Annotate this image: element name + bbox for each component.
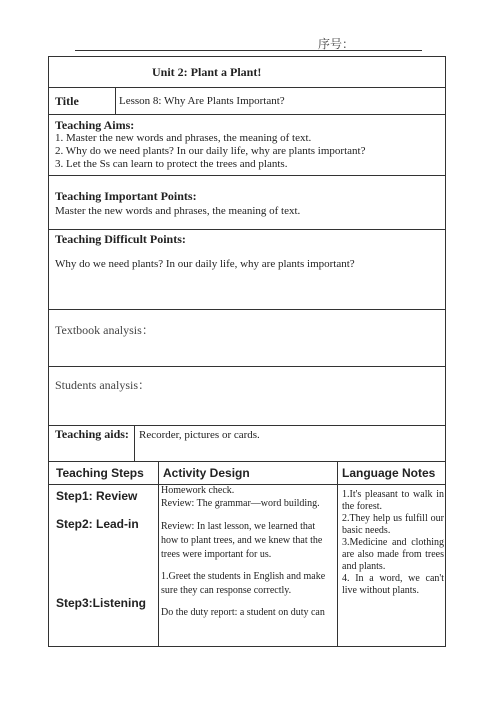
students-analysis-heading: Students analysis： xyxy=(55,378,150,392)
language-note: 3.Medicine and clothing are also made from trees and plants. xyxy=(342,537,444,572)
teaching-aids-label: Teaching aids: xyxy=(55,427,129,441)
activity-line: sure they can response correctly. xyxy=(161,585,292,596)
activity-line: trees were important for us. xyxy=(161,549,272,560)
textbook-analysis-heading: Textbook analysis： xyxy=(55,323,154,337)
teaching-aim-item: 3. Let the Ss can learn to protect the trees and plants. xyxy=(55,158,288,170)
steps-column-header: Teaching Steps xyxy=(56,466,144,480)
language-note: 4. In a word, we can't live without plants. xyxy=(342,573,444,596)
important-points-heading: Teaching Important Points: xyxy=(55,189,197,203)
notes-column-header: Language Notes xyxy=(342,466,436,480)
step-review: Step1: Review xyxy=(56,489,138,503)
difficult-points-text: Why do we need plants? In our daily life, why are plants important? xyxy=(55,258,355,270)
students-analysis-cell xyxy=(48,366,446,426)
step-listening: Step3:Listening xyxy=(56,596,147,610)
activity-line: Review: The grammar—word building. xyxy=(161,498,320,509)
activity-line: how to plant trees, and we knew that the xyxy=(161,535,323,546)
teaching-aids-value: Recorder, pictures or cards. xyxy=(139,429,260,441)
title-label: Title xyxy=(55,94,79,108)
lesson-title: Lesson 8: Why Are Plants Important? xyxy=(119,95,285,107)
language-notes xyxy=(342,489,444,597)
activity-line: 1.Greet the students in English and make xyxy=(161,571,326,582)
teaching-aim-item: 1. Master the new words and phrases, the meaning of text. xyxy=(55,132,312,144)
teaching-aim-item: 2. Why do we need plants? In our daily life, why are plants important? xyxy=(55,145,366,157)
language-note: 2.They help us fulfill our basic needs. xyxy=(342,513,444,536)
activity-line: Homework check. xyxy=(161,485,235,496)
activity-line: Review: In last lesson, we learned that xyxy=(161,521,316,532)
teaching-aims-heading: Teaching Aims: xyxy=(55,118,135,132)
important-points-text: Master the new words and phrases, the meaning of text. xyxy=(55,205,301,217)
header-rule xyxy=(75,50,422,51)
steps-body-cell xyxy=(48,484,159,647)
serial-number-label: 序号： xyxy=(318,37,355,51)
unit-title: Unit 2: Plant a Plant! xyxy=(152,65,262,79)
step-lead-in: Step2: Lead-in xyxy=(56,517,139,531)
activity-column-header: Activity Design xyxy=(163,466,250,480)
language-note: 1.It's pleasant to walk in the forest. xyxy=(342,489,444,512)
textbook-analysis-cell xyxy=(48,309,446,367)
activity-line: Do the duty report: a student on duty can xyxy=(161,607,325,618)
difficult-points-heading: Teaching Difficult Points: xyxy=(55,232,186,246)
